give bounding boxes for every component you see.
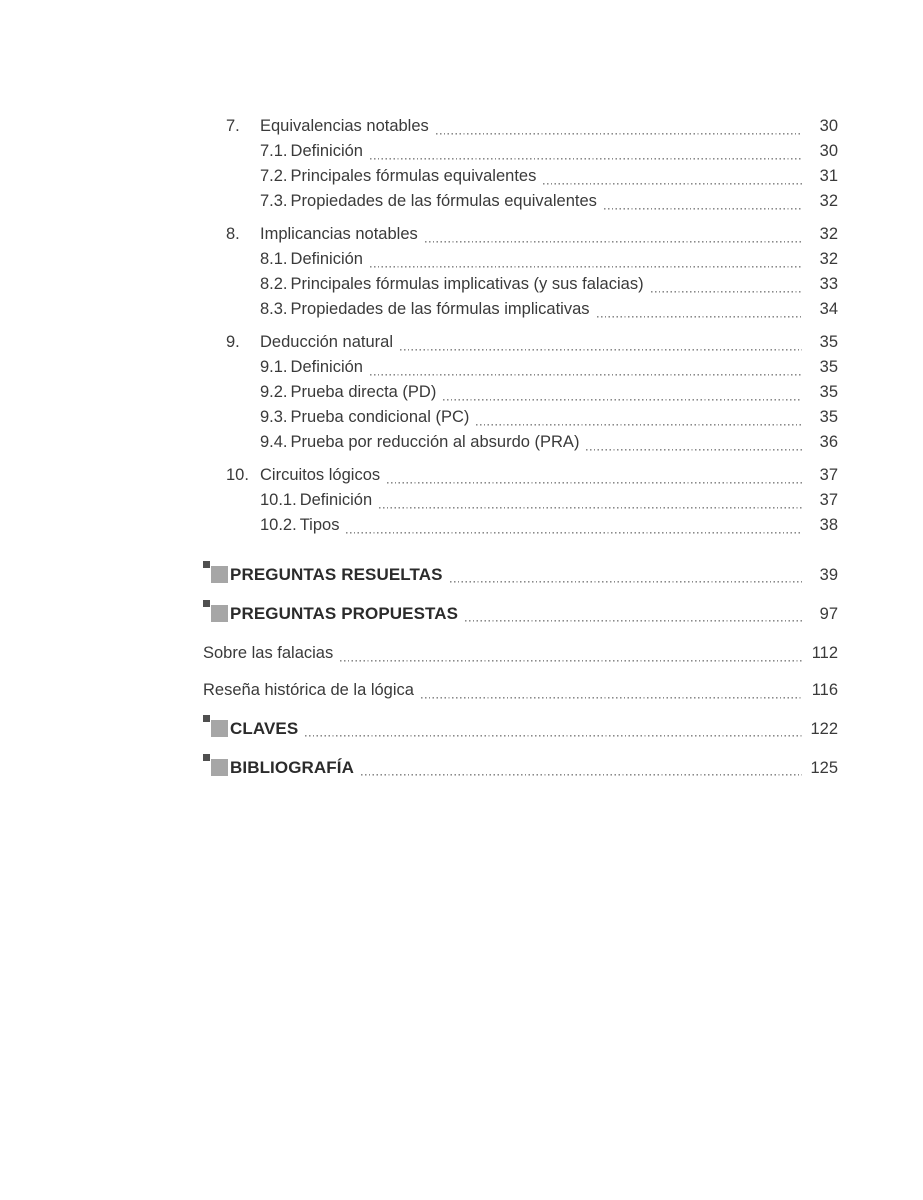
entry-label: Prueba directa (PD): [290, 383, 437, 401]
entry-label: Definición: [290, 250, 363, 268]
dot-leader: [340, 646, 802, 662]
entry-number: 7.2.: [260, 167, 288, 185]
entry-label: Propiedades de las fórmulas equivalentes: [290, 192, 597, 210]
toc-entry: [203, 247, 838, 272]
entry-page-number: 97: [819, 604, 838, 623]
toc-entry: [203, 463, 838, 488]
entry-number: 10.: [226, 466, 249, 484]
dot-leader: [370, 144, 802, 160]
dot-leader: [370, 252, 802, 268]
dark-square: [203, 561, 210, 568]
entry-number: 8.3.: [260, 300, 288, 318]
dot-leader: [346, 518, 802, 534]
entry-page-number: 37: [819, 491, 838, 509]
toc-entry: [203, 488, 838, 513]
dot-leader: [443, 385, 802, 401]
dot-leader: [597, 302, 802, 318]
dot-leader: [465, 606, 802, 622]
entry-number: 8.: [226, 225, 240, 243]
light-square: [211, 720, 228, 737]
entry-label: Principales fórmulas equivalentes: [290, 167, 537, 185]
dot-leader: [476, 410, 802, 426]
entry-number: 8.2.: [260, 275, 288, 293]
entry-page-number: 30: [819, 142, 838, 160]
double-square-icon: [203, 754, 230, 778]
entry-page-number: 116: [811, 681, 838, 699]
dot-leader: [400, 335, 802, 351]
table-of-contents: [203, 114, 838, 783]
toc-entry: [203, 753, 838, 783]
toc-entry: [203, 355, 838, 380]
light-square: [211, 759, 228, 776]
dot-leader: [421, 683, 802, 699]
toc-entry: [203, 189, 838, 214]
entry-label: PREGUNTAS PROPUESTAS: [230, 604, 459, 623]
entry-label: Definición: [299, 491, 373, 509]
entry-page-number: 32: [819, 225, 838, 243]
toc-entry: [203, 599, 838, 629]
toc-entry: [203, 405, 838, 430]
entry-label: CLAVES: [230, 719, 299, 738]
dot-leader: [361, 760, 802, 776]
entry-label: PREGUNTAS RESUELTAS: [230, 565, 443, 584]
entry-label: Principales fórmulas implicativas (y sus falacias): [290, 275, 644, 293]
light-square: [211, 605, 228, 622]
dot-leader: [450, 567, 802, 583]
dot-leader: [425, 227, 802, 243]
toc-entry: [203, 272, 838, 297]
toc-entry: [203, 297, 838, 322]
entry-page-number: 36: [819, 433, 838, 451]
entry-page-number: 35: [819, 333, 838, 351]
toc-entry: [203, 164, 838, 189]
toc-entry: [203, 641, 838, 666]
entry-label: Reseña histórica de la lógica: [203, 681, 414, 699]
entry-label: Definición: [290, 358, 363, 376]
entry-page-number: 125: [810, 758, 838, 777]
entry-number: 9.1.: [260, 358, 288, 376]
dot-leader: [370, 360, 802, 376]
entry-page-number: 37: [819, 466, 838, 484]
entry-page-number: 33: [819, 275, 838, 293]
toc-entry: [203, 560, 838, 590]
entry-number: 8.1.: [260, 250, 288, 268]
dot-leader: [436, 119, 802, 135]
entry-page-number: 122: [810, 719, 838, 738]
entry-page-number: 32: [819, 192, 838, 210]
entry-number: 9.: [226, 333, 240, 351]
toc-entry: [203, 380, 838, 405]
entry-label: Sobre las falacias: [203, 644, 334, 662]
toc-entry: [203, 678, 838, 703]
entry-number: 9.4.: [260, 433, 288, 451]
dot-leader: [604, 194, 802, 210]
entry-label: Deducción natural: [260, 333, 393, 351]
dark-square: [203, 600, 210, 607]
entry-page-number: 30: [819, 117, 838, 135]
dot-leader: [305, 721, 802, 737]
double-square-icon: [203, 715, 230, 739]
toc-entry: [203, 513, 838, 538]
dot-leader: [379, 493, 802, 509]
entry-page-number: 38: [819, 516, 838, 534]
toc-entry: [203, 330, 838, 355]
entry-page-number: 112: [811, 644, 838, 662]
dark-square: [203, 754, 210, 761]
entry-number: 7.: [226, 117, 240, 135]
entry-page-number: 39: [819, 565, 838, 584]
double-square-icon: [203, 600, 230, 624]
entry-page-number: 35: [819, 358, 838, 376]
entry-label: Equivalencias notables: [260, 117, 429, 135]
entry-label: Definición: [290, 142, 363, 160]
entry-number: 9.2.: [260, 383, 288, 401]
entry-number: 7.3.: [260, 192, 288, 210]
dot-leader: [387, 468, 802, 484]
dark-square: [203, 715, 210, 722]
dot-leader: [651, 277, 802, 293]
entry-label: Propiedades de las fórmulas implicativas: [290, 300, 590, 318]
entry-label: Circuitos lógicos: [260, 466, 381, 484]
toc-entry: [203, 114, 838, 139]
entry-page-number: 32: [819, 250, 838, 268]
entry-page-number: 31: [819, 167, 838, 185]
toc-entry: [203, 222, 838, 247]
entry-page-number: 35: [819, 383, 838, 401]
entry-label: Prueba condicional (PC): [290, 408, 470, 426]
entry-page-number: 34: [819, 300, 838, 318]
entry-number: 7.1.: [260, 142, 288, 160]
entry-number: 10.2.: [260, 516, 297, 534]
toc-entry: [203, 714, 838, 744]
entry-label: Tipos: [299, 516, 340, 534]
entry-page-number: 35: [819, 408, 838, 426]
toc-entry: [203, 139, 838, 164]
dot-leader: [586, 435, 802, 451]
entry-label: Implicancias notables: [260, 225, 418, 243]
entry-number: 10.1.: [260, 491, 297, 509]
dot-leader: [543, 169, 802, 185]
light-square: [211, 566, 228, 583]
entry-label: Prueba por reducción al absurdo (PRA): [290, 433, 580, 451]
toc-entry: [203, 430, 838, 455]
entry-label: BIBLIOGRAFÍA: [230, 758, 354, 777]
entry-number: 9.3.: [260, 408, 288, 426]
double-square-icon: [203, 561, 230, 585]
